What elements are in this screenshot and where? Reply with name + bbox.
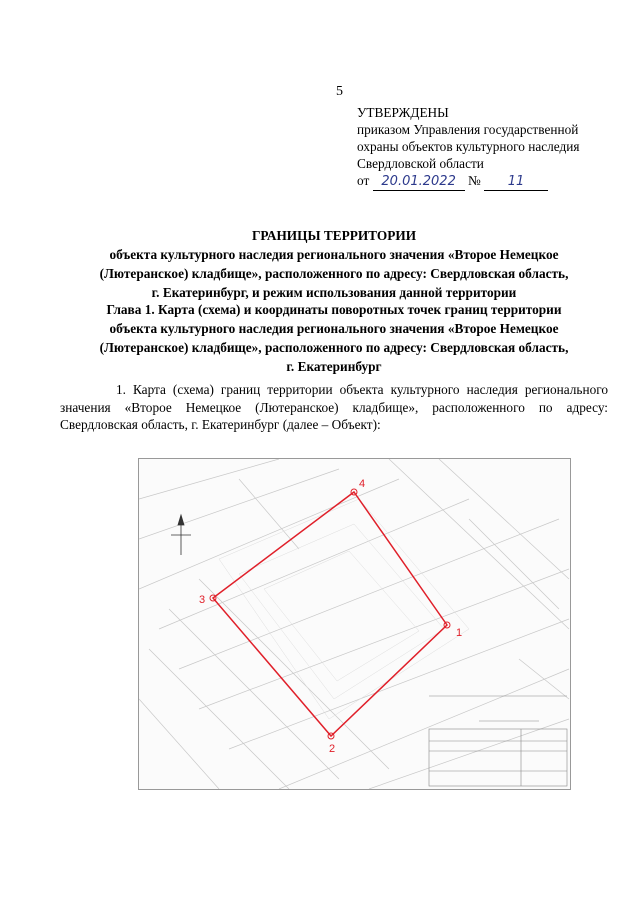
page-number: 5 [336,84,343,99]
north-arrow-icon [171,515,191,555]
boundary-map [138,458,571,790]
map-drawing [139,459,570,789]
point-4-label: 4 [359,478,366,490]
chapter-line-4: г. Екатеринбург [286,359,382,374]
body-paragraph: 1. Карта (схема) границ территории объекта культурного наследия регионального значения «Второе Немецкое (Лютеранское) кладбище», расположенного по адресу: Свердловская область, г. Екатеринбург (далее – Объект): [60,382,608,432]
title-line-3: (Лютеранское) кладбище», расположенного по адресу: Свердловская область, [99,266,569,281]
approval-line-1: приказом Управления государственной [357,122,579,137]
number-field [484,172,548,191]
map-background [139,459,569,789]
date-field [373,172,465,191]
territory-boundary [213,492,447,736]
approval-heading: УТВЕРЖДЕНЫ [357,105,449,120]
chapter-line-1: Глава 1. Карта (схема) и координаты поворотных точек границ территории [106,302,562,317]
approval-line-2: охраны объектов культурного наследия [357,139,580,154]
title-line-1: ГРАНИЦЫ ТЕРРИТОРИИ [251,228,417,243]
number-value: 11 [507,174,525,189]
date-prefix: от [357,173,370,188]
approval-block [357,104,617,191]
approval-line-3: Свердловской области [357,156,484,171]
date-value: 20.01.2022 [381,174,456,189]
chapter-line-2: объекта культурного наследия регионального значения «Второе Немецкое [109,321,559,336]
approval-date-line [357,172,617,191]
point-1-label: 1 [456,627,463,639]
title-line-4: г. Екатеринбург, и режим использования данной территории [151,285,517,300]
point-2-label: 2 [329,743,336,755]
title-block-stamp [429,696,567,786]
title-line-2: объекта культурного наследия регионального значения «Второе Немецкое [109,247,559,262]
chapter-line-3: (Лютеранское) кладбище», расположенного по адресу: Свердловская область, [99,340,569,355]
chapter-heading [60,300,608,376]
document-title [60,226,608,302]
number-prefix: № [467,173,481,188]
point-3-label: 3 [199,594,206,606]
